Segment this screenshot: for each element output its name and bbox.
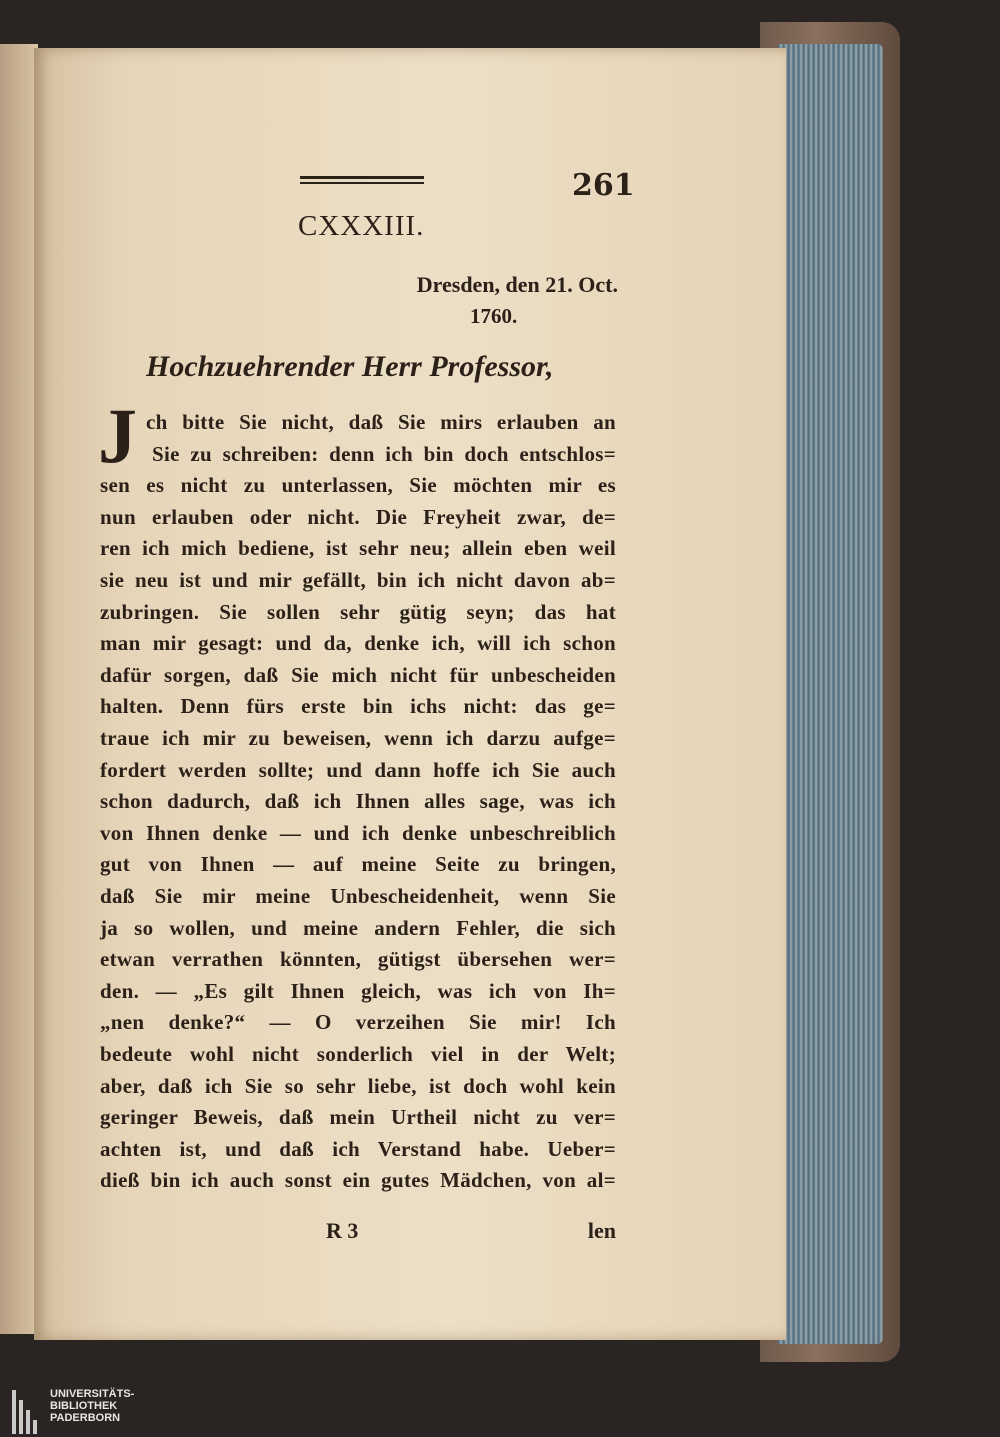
body-line: dieß bin ich auch sonst ein gutes Mädchen, von al= [100,1168,616,1193]
library-footer [0,1388,1000,1437]
logo-line: PADERBORN [50,1412,121,1424]
body-line: nun erlauben oder nicht. Die Freyheit zwar, de= [100,504,616,529]
body-line: dafür sorgen, daß Sie mich nicht für unbescheiden [100,662,616,687]
body-line: gut von Ihnen — auf meine Seite zu bringen, [100,852,616,877]
body-line: geringer Beweis, daß mein Urtheil nicht zu ver= [100,1105,616,1130]
logo-line: UNIVERSITÄTS- [50,1388,135,1400]
body-line: man mir gesagt: und da, denke ich, will ich schon [100,631,616,656]
logo-line: BIBLIOTHEK [50,1400,118,1412]
library-logo-text [50,1388,190,1424]
body-line: zubringen. Sie sollen sehr gütig seyn; das hat [100,599,616,624]
catchword: len [587,1218,616,1243]
body-line: ren ich mich bediene, ist sehr neu; allein eben weil [100,536,616,561]
body-line: fordert werden sollte; und dann hoffe ich Sie auch [100,757,616,782]
header-rule [300,176,424,185]
body-line: ch bitte Sie nicht, daß Sie mirs erlauben an [146,410,616,434]
library-logo-icon [12,1390,42,1434]
body-line: sen es nicht zu unterlassen, Sie möchten mir es [100,473,616,498]
body-line: aber, daß ich Sie so sehr liebe, ist doch wohl kein [100,1073,616,1098]
body-line: halten. Denn fürs erste bin ichs nicht: das ge= [100,694,616,719]
page-edges [778,44,883,1344]
body-line: achten ist, und daß ich Verstand habe. Ueber= [100,1136,616,1161]
body-line: bedeute wohl nicht sonderlich viel in der Welt; [100,1042,616,1066]
body-line: Sie zu schreiben: denn ich bin doch entschlos= [152,441,616,466]
signature-mark: R 3 [326,1218,359,1243]
body-line: ja so wollen, und meine andern Fehler, die sich [100,915,616,940]
drop-cap: J [98,392,137,479]
body-line: „nen denke?“ — O verzeihen Sie mir! Ich [100,1010,616,1035]
body-line: schon dadurch, daß ich Ihnen alles sage, was ich [100,789,616,814]
body-line: den. — „Es gilt Ihnen gleich, was ich von Ih= [100,978,616,1003]
year: 1760. [470,304,518,328]
page-number: 261 [572,168,635,203]
place-date: Dresden, den 21. Oct. [416,272,618,297]
body-line: traue ich mir zu beweisen, wenn ich darzu aufge= [100,726,616,750]
facing-page-edge [0,44,38,1334]
letter-number: CXXXIII. [298,210,425,242]
body-line: daß Sie mir meine Unbescheidenheit, wenn Sie [100,884,616,908]
salutation: Hochzuehrender Herr Professor, [146,350,554,383]
body-line: von Ihnen denke — und ich denke unbeschreiblich [100,820,616,845]
body-line: sie neu ist und mir gefällt, bin ich nicht davon ab= [100,568,616,592]
body-line: etwan verrathen könnten, gütigst übersehen wer= [100,947,616,972]
